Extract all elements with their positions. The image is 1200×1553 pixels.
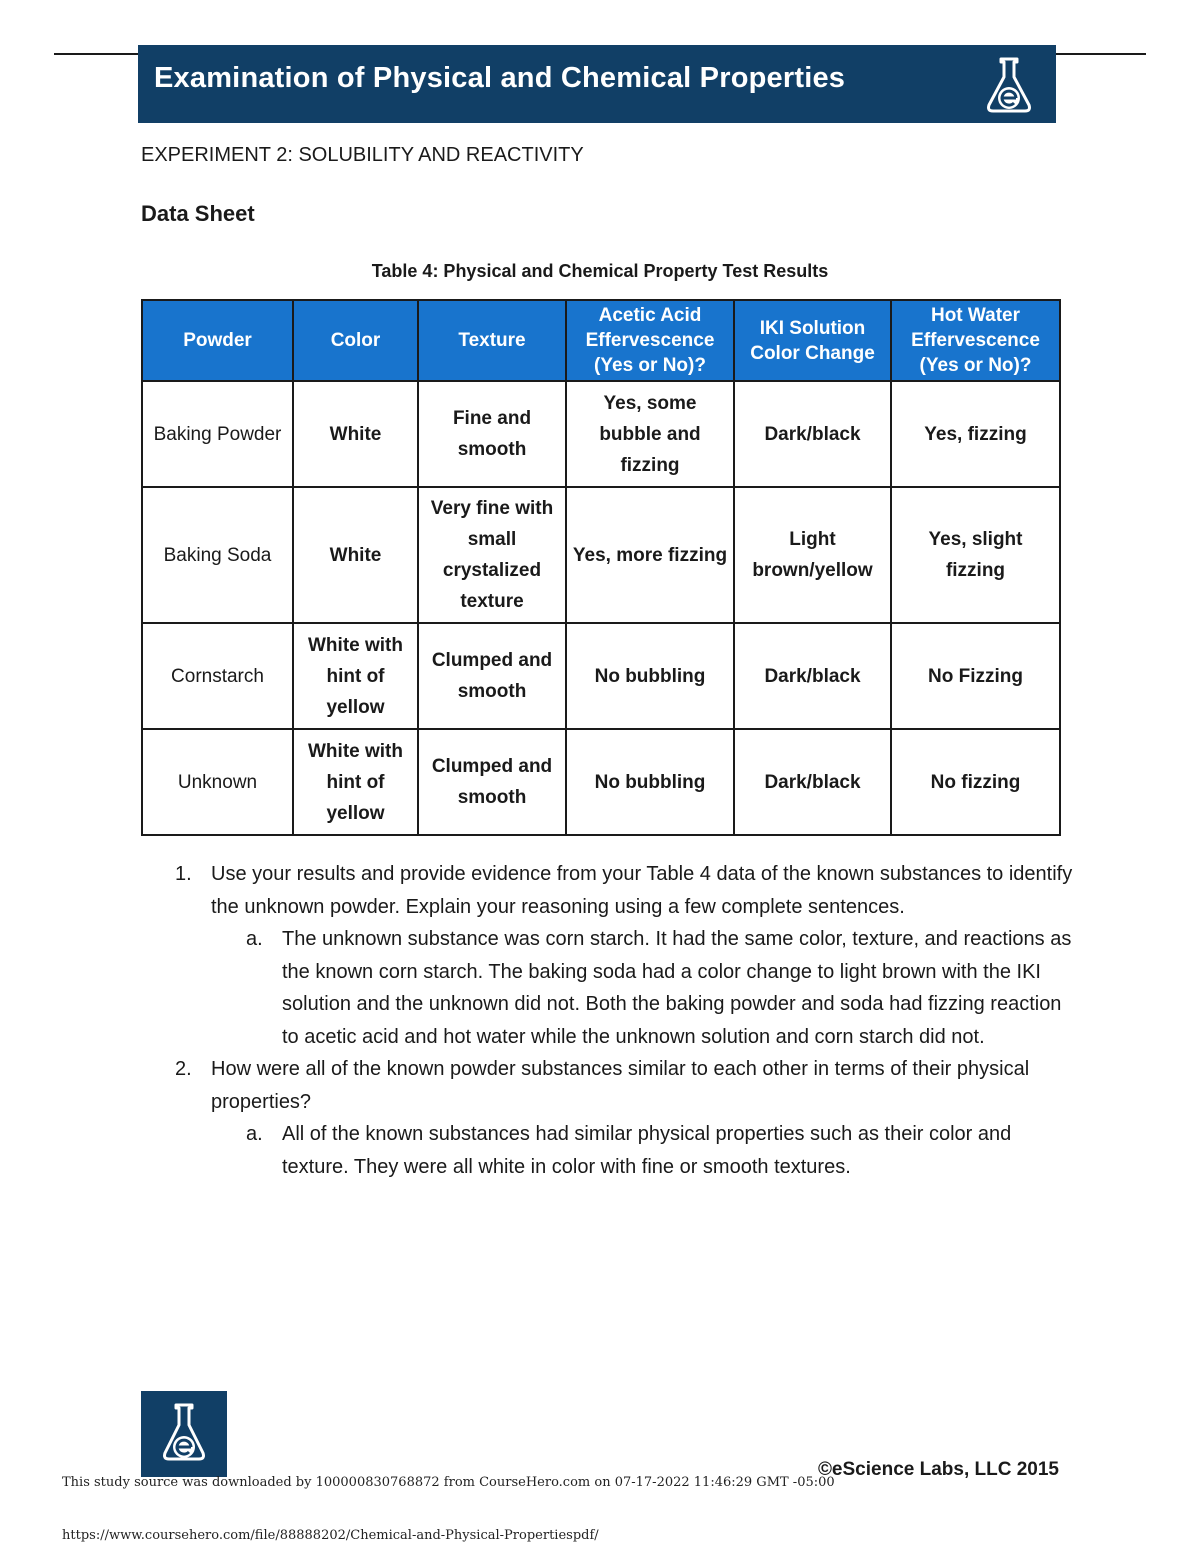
source-url: https://www.coursehero.com/file/88888202/Chemical-and-Physical-Propertiespdf/	[62, 1528, 599, 1543]
question-text: How were all of the known powder substances similar to each other in terms of their physical properties?	[211, 1058, 1030, 1113]
table-cell: Light brown/yellow	[734, 487, 891, 623]
table-cell: No bubbling	[566, 729, 734, 835]
footer-logo	[141, 1391, 227, 1477]
table-row	[142, 623, 1060, 729]
table-cell: Baking Powder	[142, 381, 293, 487]
table-cell: White	[293, 381, 418, 487]
table-cell: No bubbling	[566, 623, 734, 729]
table-caption: Table 4: Physical and Chemical Property Test Results	[371, 261, 829, 281]
table-cell: Dark/black	[734, 381, 891, 487]
column-header: Hot Water Effervescence (Yes or No)?	[891, 300, 1060, 381]
experiment-title: EXPERIMENT 2: SOLUBILITY AND REACTIVITY	[141, 144, 584, 166]
answer-letter: a.	[246, 928, 263, 950]
table-header-row	[142, 300, 1060, 381]
table-cell: White	[293, 487, 418, 623]
column-header: Color	[293, 300, 418, 381]
table-cell: No Fizzing	[891, 623, 1060, 729]
table-cell: Clumped and smooth	[418, 623, 566, 729]
question-list	[141, 858, 1081, 1183]
table-row	[142, 729, 1060, 835]
table-cell: Dark/black	[734, 623, 891, 729]
table-row	[142, 487, 1060, 623]
column-header: IKI Solution Color Change	[734, 300, 891, 381]
download-source-note: This study source was downloaded by 100000830768872 from CourseHero.com on 07-17-2022 11:46:29 GMT -05:00	[62, 1475, 835, 1490]
column-header: Powder	[142, 300, 293, 381]
table-cell: Clumped and smooth	[418, 729, 566, 835]
answer-item	[141, 923, 1081, 1053]
table-cell: Yes, more fizzing	[566, 487, 734, 623]
answer-item	[141, 1118, 1081, 1183]
table-cell: White with hint of yellow	[293, 729, 418, 835]
question-item	[141, 858, 1081, 923]
question-item	[141, 1053, 1081, 1118]
table-cell: Fine and smooth	[418, 381, 566, 487]
question-number: 2.	[175, 1058, 192, 1080]
table-cell: Yes, fizzing	[891, 381, 1060, 487]
table-row	[142, 381, 1060, 487]
results-table	[141, 299, 1061, 836]
column-header: Acetic Acid Effervescence (Yes or No)?	[566, 300, 734, 381]
section-title: Data Sheet	[141, 201, 255, 226]
header-rule-right	[1054, 53, 1146, 55]
table-cell: Yes, slight fizzing	[891, 487, 1060, 623]
table-cell: Baking Soda	[142, 487, 293, 623]
question-number: 1.	[175, 863, 192, 885]
table-cell: No fizzing	[891, 729, 1060, 835]
header-banner	[138, 45, 1056, 123]
column-header: Texture	[418, 300, 566, 381]
answer-letter: a.	[246, 1123, 263, 1145]
page-title: Examination of Physical and Chemical Properties	[154, 62, 846, 94]
question-text: Use your results and provide evidence from your Table 4 data of the known substances to identify the unknown powder. Explain your reasoning using a few complete sentences.	[211, 863, 1073, 918]
copyright-text: ©eScience Labs, LLC 2015	[817, 1459, 1059, 1480]
flask-e-logo-icon	[984, 53, 1034, 115]
table-cell: Unknown	[142, 729, 293, 835]
table-cell: Yes, some bubble and fizzing	[566, 381, 734, 487]
table-cell: Cornstarch	[142, 623, 293, 729]
answer-text: All of the known substances had similar physical properties such as their color and texture. They were all white in color with fine or smooth textures.	[282, 1123, 1012, 1178]
flask-e-logo-icon	[141, 1391, 227, 1477]
header-rule-left	[54, 53, 138, 55]
answer-text: The unknown substance was corn starch. It had the same color, texture, and reactions as the known corn starch. The baking soda had a color change to light brown with the IKI solution and the unknown did not. Both the baking powder and soda had fizzing reaction to acetic acid and hot water while the unknown solution and corn starch did not.	[282, 928, 1072, 1048]
table-cell: White with hint of yellow	[293, 623, 418, 729]
table-cell: Dark/black	[734, 729, 891, 835]
table-cell: Very fine with small crystalized texture	[418, 487, 566, 623]
